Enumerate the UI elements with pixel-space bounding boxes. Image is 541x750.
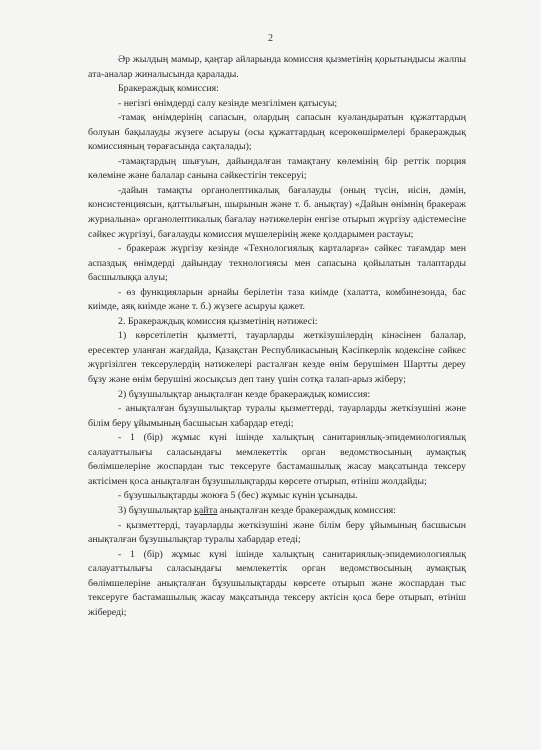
list-item: - 1 (бір) жұмыс күні ішінде халықтың санитариялық-эпидемиологиялық салауаттылығы саласындағы мемлекеттік орган ведомствосының аумақтық бөлімшелеріне жоспардан тыс тексеруге бастамашылық жасау мақсатында тексеру актісімен қоса анықталған бұзушылықтарды көрсете отырып, өтініш жолдайды; <box>88 432 466 487</box>
item-3-prefix: 3) бұзушылықтар <box>118 504 195 516</box>
list-item: - қызметтерді, тауарларды жеткізушіні және білім беру ұйымының басшысын анықталған бұзушылықтар туралы хабардар етеді; <box>88 519 466 546</box>
list-item: - 1 (бір) жұмыс күні ішінде халықтың санитариялық-эпидемиологиялық салауаттылығы саласындағы мемлекеттік орган ведомствосының аумақтық бөлімшелеріне анықталған бұзушылықтарды көрсете отырып және жоспардан тыс тексеруге бастамашылық жасау мақсатында тексеру актісін қоса бере отырып, өтініш жібереді; <box>88 548 466 618</box>
list-item: -дайын тамақты органолептикалық бағалауды (оның түсін, иісін, дәмін, консистенциясын, қаттылығын, шырынын және т. б. анықтау) «Дайын өнімнің бракераж журналына» органолептикалық бағалау нәтижелерін енгізе отырып жүргізу әдістемесіне сәйкес жүргізуі, бағалауды комиссия мүшелерінің жеке қолдарымен растауы; <box>88 184 466 240</box>
numbered-item-2: 2) бұзушылықтар анықталған кезде бракераждық комиссия: <box>118 388 371 400</box>
list-item: - бракераж жүргізу кезінде «Технологиялық карталарға» сәйкес тағамдар мен аспаздық өнімдерді дайындау технологиясы мен сапасына қойылатын талаптарды басшылыққа алуы; <box>88 243 466 284</box>
list-item: -тамақ өнімдерінің сапасын, олардың сапасын куәландыратын құжаттардың болуын бақылауды жүзеге асыруы (осы құжаттардың ксерокөшірмелері бракераждық комиссияның төрағасында сақталады); <box>88 112 466 153</box>
paragraph-commission-review: Әр жылдың мамыр, қаңтар айларында комиссия қызметінің қорытындысы жалпы ата-аналар жиналысында қаралады. <box>88 54 466 80</box>
document-body <box>88 53 466 620</box>
page-number: 2 <box>268 33 273 44</box>
list-item: -тамақтардың шығуын, дайындалған тамақтану көлемінің бір реттік порция көлеміне және балалар санына сәйкестігін тексеруі; <box>88 155 466 182</box>
list-item: - негізгі өнімдерді салу кезінде мезгілімен қатысуы; <box>118 97 338 109</box>
list-item: - өз функцияларын арнайы берілетін таза киімде (халатта, комбинезонда, бас киімде, аяқ киімде және т. б.) жүзеге асыруы қажет. <box>88 286 466 313</box>
item-3-suffix: анықталған кезде бракераждық комиссия: <box>217 504 396 516</box>
paragraph-commission-heading: Бракераждық комиссия: <box>118 83 219 95</box>
list-item: - анықталған бұзушылықтар туралы қызметтерді, тауарларды жеткізушіні және білім беру ұйымының басшысын хабардар етеді; <box>88 403 466 429</box>
underlined-word: қайта <box>194 504 218 516</box>
list-item: - бұзушылықтарды жоюға 5 (бес) жұмыс күнін ұсынады. <box>118 490 358 502</box>
section-heading-results: 2. Бракераждық комиссия қызметінің нәтижесі: <box>118 315 318 327</box>
numbered-item-1: 1) көрсетілетін қызметті, тауарларды жеткізушілердің кінәсінен балалар, ересектер уланған жағдайда, Қазақстан Республикасының Кәсіпкерлік кодексіне сәйкес жүргізілген тексерулердің нәтижелері расталған кезде өнім берушімен Шартты дереу бұзу және өнім берушіні жосықсыз деп тану үшін сотқа талап-арыз жіберу; <box>88 330 466 386</box>
numbered-item-3 <box>88 504 466 519</box>
